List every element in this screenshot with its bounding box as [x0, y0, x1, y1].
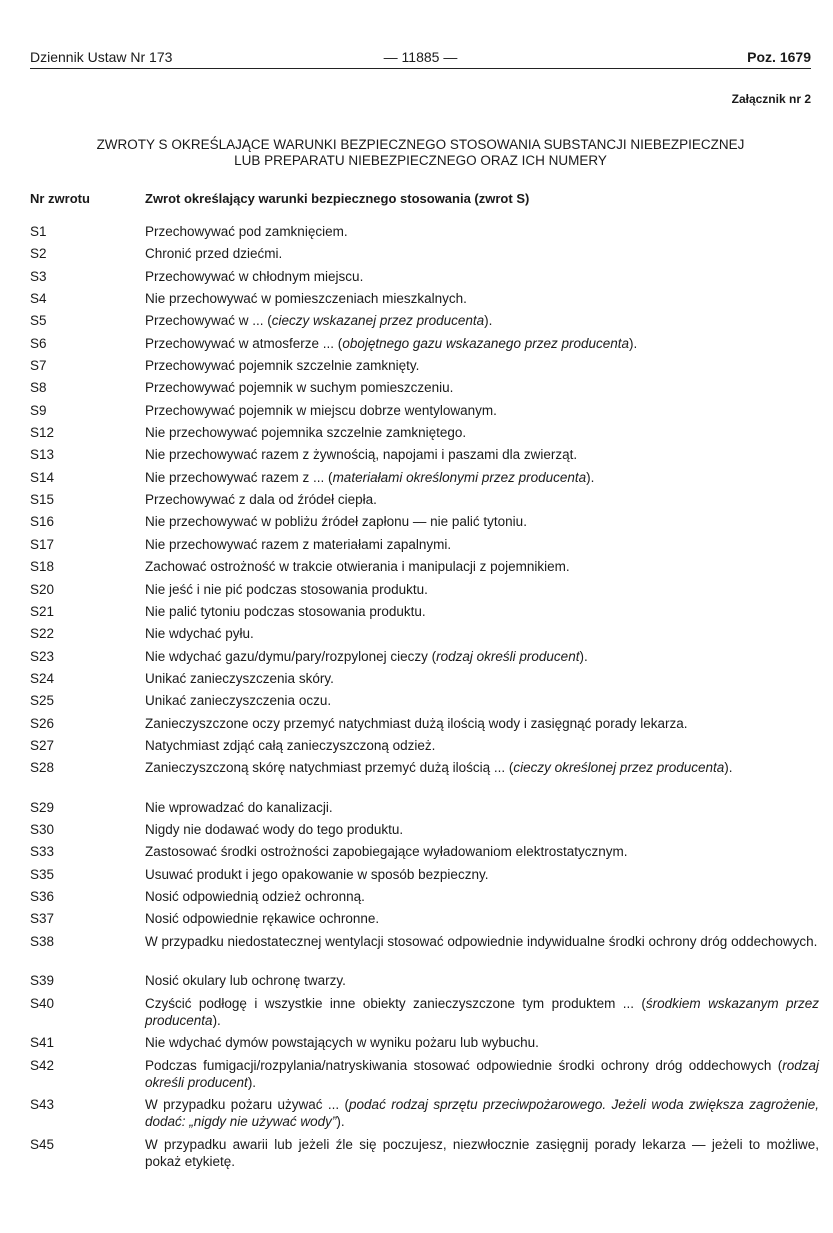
phrase-text — [145, 488, 819, 508]
document-title — [30, 137, 811, 168]
phrase-row — [0, 399, 833, 421]
phrase-list — [0, 220, 833, 1172]
phrase-text-italic: obojętnego gazu wskazanego przez producenta — [342, 335, 630, 351]
position-number: Poz. 1679 — [747, 49, 811, 65]
phrase-text — [145, 796, 819, 816]
page-header — [30, 49, 811, 69]
phrase-text — [145, 863, 819, 883]
phrase-row — [0, 1133, 833, 1173]
phrase-text — [145, 756, 819, 776]
phrase-text — [145, 818, 819, 838]
phrase-text — [145, 287, 819, 307]
phrase-row — [0, 488, 833, 510]
phrase-text-main: Czyścić podłogę i wszystkie inne obiekty zanieczyszczone tym produktem ... ( — [145, 995, 646, 1011]
phrase-code: S12 — [30, 425, 55, 441]
phrase-text-main: Chronić przed dziećmi. — [145, 246, 283, 262]
phrase-text — [145, 555, 819, 575]
phrase-row — [0, 907, 833, 929]
phrase-code: S15 — [30, 492, 55, 508]
phrase-code: S17 — [30, 536, 55, 552]
phrase-text-main: Przechowywać pojemnik w suchym pomieszczeniu. — [145, 380, 454, 396]
phrase-text-main: Zanieczyszczoną skórę natychmiast przemyć dużą ilością ... ( — [145, 760, 514, 776]
phrase-row — [0, 466, 833, 488]
phrase-text-main: Przechowywać z dala od źródeł ciepła. — [145, 492, 377, 508]
phrase-text-main: Zastosować środki ostrożności zapobiegające wyładowaniom elektrostatycznym. — [145, 844, 628, 860]
phrase-text-main: Nie jeść i nie pić podczas stosowania produktu. — [145, 581, 428, 597]
phrase-text-end: ). — [579, 648, 588, 664]
phrase-code: S3 — [30, 268, 47, 284]
phrase-text — [145, 840, 819, 860]
phrase-text-main: Przechowywać w atmosferze ... ( — [145, 335, 343, 351]
phrase-row — [0, 421, 833, 443]
phrase-code: S1 — [30, 224, 47, 239]
phrase-text-end: ). — [484, 313, 493, 329]
phrase-text — [145, 622, 819, 642]
phrase-row — [0, 332, 833, 354]
phrase-row — [0, 818, 833, 840]
phrase-text-main: Unikać zanieczyszczenia oczu. — [145, 693, 332, 709]
phrase-text-italic: rodzaj określi producent — [145, 1057, 819, 1090]
phrase-row — [0, 533, 833, 555]
journal-name: Dziennik Ustaw Nr 173 — [30, 49, 173, 65]
phrase-text — [145, 1031, 819, 1051]
phrase-row — [0, 220, 833, 242]
phrase-code: S43 — [30, 1097, 55, 1112]
phrase-text-main: Przechowywać pojemnik szczelnie zamknięty. — [145, 358, 420, 374]
phrase-text — [145, 265, 819, 285]
phrase-code: S40 — [30, 995, 55, 1011]
phrase-text — [145, 309, 819, 329]
phrase-row — [0, 376, 833, 398]
phrase-code: S18 — [30, 559, 55, 575]
phrase-text — [145, 1093, 819, 1130]
phrase-code: S37 — [30, 911, 55, 927]
phrase-row — [0, 667, 833, 689]
phrase-row — [0, 265, 833, 287]
phrase-text-main: W przypadku niedostatecznej wentylacji stosować odpowiednie indywidualne środki ochrony dróg oddechowych. — [145, 933, 818, 949]
phrase-text-main: Usuwać produkt i jego opakowanie w sposób bezpieczny. — [145, 866, 489, 882]
phrase-code: S27 — [30, 737, 55, 753]
phrase-code: S5 — [30, 313, 47, 329]
phrase-text — [145, 443, 819, 463]
phrase-code: S9 — [30, 402, 47, 418]
phrase-text-main: Nie wdychać pyłu. — [145, 626, 254, 642]
phrase-row — [0, 600, 833, 622]
phrase-code: S30 — [30, 822, 55, 838]
phrase-text-main: Przechowywać w ... ( — [145, 313, 272, 329]
phrase-code: S42 — [30, 1057, 55, 1073]
phrase-text-main: Przechowywać pojemnik w miejscu dobrze wentylowanym. — [145, 402, 497, 418]
phrase-code: S38 — [30, 933, 55, 949]
phrase-text — [145, 220, 819, 240]
phrase-row — [0, 287, 833, 309]
phrase-row — [0, 689, 833, 711]
phrase-text — [145, 689, 819, 709]
phrase-code: S45 — [30, 1136, 55, 1152]
phrase-text-main: Nie palić tytoniu podczas stosowania produktu. — [145, 603, 426, 619]
phrase-text — [145, 354, 819, 374]
phrase-text-italic: cieczy określonej przez producenta — [513, 760, 725, 776]
phrase-text-main: Przechowywać w chłodnym miejscu. — [145, 268, 364, 284]
phrase-text — [145, 399, 819, 419]
phrase-text-main: Nie przechowywać w pobliżu źródeł zapłonu — nie palić tytoniu. — [145, 514, 527, 530]
phrase-text-end: ). — [247, 1074, 257, 1090]
phrase-text-main: W przypadku pożaru używać ... ( — [145, 1097, 350, 1112]
phrase-row — [0, 622, 833, 644]
phrase-code: S6 — [30, 335, 47, 351]
phrase-text — [145, 930, 819, 950]
phrase-text-main: Nie wprowadzać do kanalizacji. — [145, 799, 333, 815]
phrase-text-italic: rodzaj określi producent — [436, 648, 580, 664]
phrase-text — [145, 734, 819, 754]
title-line-1: ZWROTY S OKREŚLAJĄCE WARUNKI BEZPIECZNEGO STOSOWANIA SUBSTANCJI NIEBEZPIECZNEJ — [96, 137, 745, 152]
phrase-text — [145, 510, 819, 530]
phrase-text — [145, 1133, 819, 1170]
phrase-text — [145, 885, 819, 905]
phrase-row — [0, 1054, 833, 1094]
phrase-row — [0, 840, 833, 862]
phrase-text — [145, 376, 819, 396]
phrase-code: S41 — [30, 1035, 55, 1051]
phrase-code: S7 — [30, 358, 47, 374]
phrase-text-end: ). — [629, 335, 638, 351]
phrase-text-main: Nie wdychać gazu/dymu/pary/rozpylonej cieczy ( — [145, 648, 437, 664]
phrase-code: S13 — [30, 447, 55, 463]
phrase-text — [145, 600, 819, 620]
phrase-text-main: Nie wdychać dymów powstających w wyniku pożaru lub wybuchu. — [145, 1035, 539, 1051]
phrase-row — [0, 510, 833, 532]
phrase-text — [145, 712, 819, 732]
header-rule — [30, 68, 811, 69]
phrase-text-italic: podać rodzaj sprzętu przeciwpożarowego. Jeżeli woda zwiększa zagrożenie, dodać: „nigdy nie używać wody” — [145, 1097, 819, 1129]
phrase-text-italic: materiałami określonymi przez producenta — [332, 469, 587, 485]
phrase-code: S29 — [30, 799, 55, 815]
phrase-text — [145, 667, 819, 687]
phrase-text-main: Zanieczyszczone oczy przemyć natychmiast dużą ilością wody i zasięgnąć porady lekarza. — [145, 715, 688, 731]
column-header-code: Nr zwrotu — [30, 191, 90, 206]
phrase-code: S36 — [30, 889, 55, 905]
phrase-row — [0, 1093, 833, 1133]
phrase-text-main: Nie przechowywać razem z żywnością, napojami i paszami dla zwierząt. — [145, 447, 578, 463]
phrase-text-main: Podczas fumigacji/rozpylania/natryskiwania stosować odpowiednie środki ochrony dróg oddechowych ( — [145, 1057, 783, 1073]
phrase-row — [0, 885, 833, 907]
phrase-text-end: ). — [724, 760, 733, 776]
phrase-code: S22 — [30, 626, 55, 642]
annex-label: Załącznik nr 2 — [731, 92, 811, 106]
phrase-row — [0, 796, 833, 818]
phrase-text — [145, 242, 819, 262]
phrase-code: S26 — [30, 715, 55, 731]
phrase-code: S24 — [30, 670, 55, 686]
phrase-text — [145, 578, 819, 598]
phrase-row — [0, 443, 833, 465]
phrase-code: S21 — [30, 603, 55, 619]
phrase-text-main: Nosić odpowiednie rękawice ochronne. — [145, 911, 380, 927]
phrase-text — [145, 992, 819, 1029]
phrase-text — [145, 466, 819, 486]
phrase-row — [0, 863, 833, 885]
phrase-row — [0, 712, 833, 734]
phrase-text-end: ). — [212, 1012, 221, 1028]
phrase-text-main: Natychmiast zdjąć całą zanieczyszczoną odzież. — [145, 737, 436, 753]
phrase-code: S20 — [30, 581, 55, 597]
phrase-code: S35 — [30, 866, 55, 882]
phrase-text-main: Nie przechowywać razem z materiałami zapalnymi. — [145, 536, 452, 552]
phrase-text-main: Nie przechowywać w pomieszczeniach mieszkalnych. — [145, 291, 467, 307]
phrase-code: S16 — [30, 514, 55, 530]
phrase-code: S8 — [30, 380, 47, 396]
phrase-row — [0, 242, 833, 264]
phrase-code: S4 — [30, 291, 47, 307]
phrase-code: S39 — [30, 973, 55, 989]
phrase-text — [145, 645, 819, 665]
phrase-text-end: ). — [586, 469, 595, 485]
title-line-2: LUB PREPARATU NIEBEZPIECZNEGO ORAZ ICH NUMERY — [234, 152, 607, 168]
phrase-text-main: Nosić odpowiednią odzież ochronną. — [145, 889, 365, 905]
phrase-text-main: W przypadku awarii lub jeżeli źle się poczujesz, niezwłocznie zasięgnij porady lekarza — jeżeli to możliwe, pokaż etykietę. — [145, 1136, 819, 1169]
phrase-text — [145, 907, 819, 927]
phrase-row — [0, 1031, 833, 1053]
phrase-row — [0, 645, 833, 667]
phrase-code: S23 — [30, 648, 55, 664]
phrase-code: S33 — [30, 844, 55, 860]
phrase-text-main: Unikać zanieczyszczenia skóry. — [145, 670, 334, 686]
phrase-text-main: Nie przechowywać razem z ... ( — [145, 469, 333, 485]
phrase-row — [0, 578, 833, 600]
phrase-code: S14 — [30, 469, 55, 485]
phrase-text — [145, 421, 819, 441]
phrase-text — [145, 969, 819, 989]
page-number: — 11885 — — [383, 49, 458, 65]
phrase-text-main: Przechowywać pod zamknięciem. — [145, 224, 348, 239]
phrase-row — [0, 969, 833, 991]
phrase-text-italic: środkiem wskazanym przez producenta — [145, 995, 819, 1028]
phrase-code: S25 — [30, 693, 55, 709]
phrase-text-italic: cieczy wskazanej przez producenta — [271, 313, 485, 329]
phrase-code: S28 — [30, 760, 55, 776]
phrase-text-end: ). — [336, 1114, 345, 1129]
phrase-row — [0, 930, 833, 970]
phrase-text-main: Nie przechowywać pojemnika szczelnie zamkniętego. — [145, 425, 467, 441]
phrase-row — [0, 309, 833, 331]
phrase-code: S2 — [30, 246, 47, 262]
phrase-row — [0, 756, 833, 796]
phrase-row — [0, 354, 833, 376]
phrase-text-main: Nosić okulary lub ochronę twarzy. — [145, 973, 346, 989]
phrase-row — [0, 555, 833, 577]
phrase-text — [145, 1054, 819, 1091]
phrase-text-main: Nigdy nie dodawać wody do tego produktu. — [145, 822, 404, 838]
phrase-text — [145, 332, 819, 352]
phrase-row — [0, 734, 833, 756]
column-header-text: Zwrot określający warunki bezpiecznego stosowania (zwrot S) — [145, 191, 530, 206]
phrase-text — [145, 533, 819, 553]
phrase-text-main: Zachować ostrożność w trakcie otwierania i manipulacji z pojemnikiem. — [145, 559, 570, 575]
phrase-row — [0, 992, 833, 1032]
